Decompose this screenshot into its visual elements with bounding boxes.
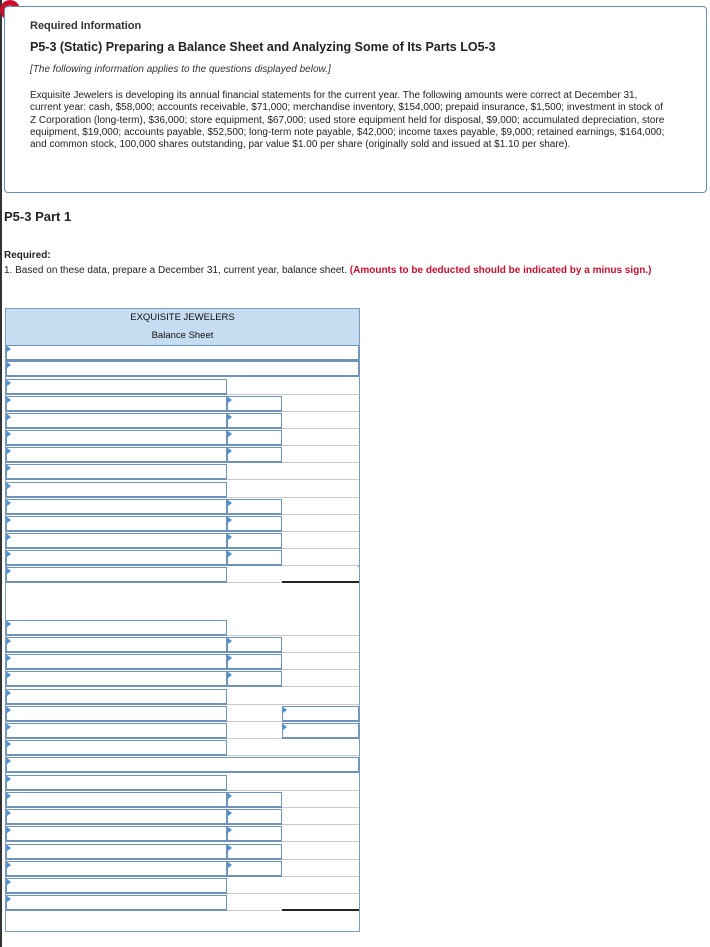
requirement-minus-sign-note: (Amounts to be deducted should be indicated by a minus sign.) <box>349 265 652 276</box>
total-cell <box>282 413 359 429</box>
amount-input[interactable] <box>227 861 282 877</box>
input-marker-icon <box>228 810 232 816</box>
input-marker-icon <box>7 517 11 523</box>
balance-sheet-worksheet <box>5 308 360 932</box>
account-label-input[interactable] <box>6 861 227 877</box>
account-label-input[interactable] <box>6 413 227 429</box>
account-label-input[interactable] <box>6 379 227 395</box>
input-marker-icon <box>7 414 11 420</box>
input-marker-icon <box>228 397 232 403</box>
input-marker-icon <box>7 431 11 437</box>
company-name-header: EXQUISITE JEWELERS <box>6 309 359 328</box>
input-marker-icon <box>7 346 11 352</box>
total-cell <box>282 671 359 687</box>
amount-cell <box>227 464 282 480</box>
total-cell <box>282 689 359 705</box>
input-marker-icon <box>7 655 11 661</box>
amount-input[interactable] <box>227 396 282 412</box>
total-cell <box>282 878 359 894</box>
input-marker-icon <box>7 845 11 851</box>
input-marker-icon <box>7 758 11 764</box>
input-marker-icon <box>7 862 11 868</box>
amount-cell <box>227 706 282 722</box>
total-cell <box>282 396 359 412</box>
amount-input[interactable] <box>227 499 282 515</box>
total-input[interactable] <box>282 723 359 739</box>
problem-title: P5-3 (Static) Preparing a Balance Sheet and Analyzing Some of Its Parts LO5-3 <box>30 40 496 54</box>
account-label-input[interactable] <box>6 499 227 515</box>
total-cell <box>282 430 359 446</box>
account-label-input[interactable] <box>6 654 227 670</box>
account-label-input[interactable] <box>6 792 227 808</box>
input-marker-icon <box>7 362 11 368</box>
grand-total-cell <box>282 567 359 583</box>
total-cell <box>282 620 359 636</box>
input-marker-icon <box>7 690 11 696</box>
account-label-input[interactable] <box>6 482 227 498</box>
statement-date-input[interactable] <box>6 345 359 361</box>
amount-input[interactable] <box>227 826 282 842</box>
account-label-input[interactable] <box>6 637 227 653</box>
input-marker-icon <box>283 707 287 713</box>
input-marker-icon <box>228 534 232 540</box>
input-marker-icon <box>228 500 232 506</box>
input-marker-icon <box>228 414 232 420</box>
amount-input[interactable] <box>227 550 282 566</box>
input-marker-icon <box>7 810 11 816</box>
total-cell <box>282 861 359 877</box>
amount-input[interactable] <box>227 671 282 687</box>
input-marker-icon <box>7 534 11 540</box>
account-label-input[interactable] <box>6 878 227 894</box>
total-cell <box>282 654 359 670</box>
total-cell <box>282 775 359 791</box>
amount-input[interactable] <box>227 533 282 549</box>
amount-cell <box>227 775 282 791</box>
total-cell <box>282 792 359 808</box>
required-label: Required: <box>4 250 51 261</box>
account-label-input[interactable] <box>6 809 227 825</box>
account-label-input[interactable] <box>6 895 227 911</box>
amount-cell <box>227 895 282 911</box>
grand-total-cell <box>282 895 359 911</box>
account-label-input[interactable] <box>6 516 227 532</box>
account-label-input[interactable] <box>6 430 227 446</box>
part-title: P5-3 Part 1 <box>4 209 72 224</box>
input-marker-icon <box>7 638 11 644</box>
account-label-input[interactable] <box>6 550 227 566</box>
input-marker-icon <box>7 568 11 574</box>
input-marker-icon <box>7 741 11 747</box>
amount-cell <box>227 567 282 583</box>
input-marker-icon <box>7 500 11 506</box>
amount-input[interactable] <box>227 637 282 653</box>
requirement-instruction: 1. Based on these data, prepare a December 31, current year, balance sheet. <box>4 265 347 276</box>
input-marker-icon <box>228 551 232 557</box>
total-cell <box>282 499 359 515</box>
statement-title-header: Balance Sheet <box>6 327 359 346</box>
total-cell <box>282 516 359 532</box>
input-marker-icon <box>7 879 11 885</box>
account-label-input[interactable] <box>6 723 227 739</box>
account-label-input[interactable] <box>6 447 227 463</box>
input-marker-icon <box>283 724 287 730</box>
total-cell <box>282 637 359 653</box>
info-heading: Required Information <box>30 20 142 32</box>
amount-cell <box>227 379 282 395</box>
account-label-input[interactable] <box>6 775 227 791</box>
input-marker-icon <box>7 621 11 627</box>
account-label-input[interactable] <box>6 844 227 860</box>
input-marker-icon <box>7 724 11 730</box>
total-cell <box>282 447 359 463</box>
account-label-input[interactable] <box>6 464 227 480</box>
account-label-input[interactable] <box>6 740 227 756</box>
input-marker-icon <box>7 707 11 713</box>
info-note: [The following information applies to the questions displayed below.] <box>30 64 331 75</box>
total-cell <box>282 464 359 480</box>
total-cell <box>282 826 359 842</box>
amount-input[interactable] <box>227 654 282 670</box>
input-marker-icon <box>7 483 11 489</box>
account-label-input[interactable] <box>6 826 227 842</box>
problem-description: Exquisite Jewelers is developing its annual financial statements for the current year. The following amounts were correct at December 31, current year: cash, $58,000; accounts receivable, $71,000; merchandise inventory, $154,000; prepaid insurance, $1,500; investment in stock of Z Corporation (long-term), $36,000; store equipment, $67,000; used store equipment held for disposal, $9,000; accumulated depreciation, store equipment, $19,000; accounts payable, $52,500; long-term note payable, $42,000; income taxes payable, $9,000; retained earnings, $164,000; and common stock, 100,000 shares outstanding, par value $1.00 per share (originally sold and issued at $1.10 per share). <box>30 90 665 151</box>
input-marker-icon <box>7 672 11 678</box>
total-cell <box>282 550 359 566</box>
input-marker-icon <box>7 896 11 902</box>
amount-cell <box>227 482 282 498</box>
account-label-input[interactable] <box>6 533 227 549</box>
input-marker-icon <box>7 776 11 782</box>
account-label-input[interactable] <box>6 567 227 583</box>
account-label-input[interactable] <box>6 671 227 687</box>
input-marker-icon <box>228 517 232 523</box>
input-marker-icon <box>228 638 232 644</box>
account-label-input[interactable] <box>6 396 227 412</box>
amount-input[interactable] <box>227 792 282 808</box>
input-marker-icon <box>228 793 232 799</box>
total-cell <box>282 482 359 498</box>
left-edge-rule <box>0 0 2 947</box>
amount-cell <box>227 740 282 756</box>
total-cell <box>282 740 359 756</box>
input-marker-icon <box>228 672 232 678</box>
account-label-input[interactable] <box>6 620 227 636</box>
input-marker-icon <box>7 465 11 471</box>
total-input[interactable] <box>282 706 359 722</box>
total-cell <box>282 533 359 549</box>
input-marker-icon <box>7 380 11 386</box>
amount-cell <box>227 620 282 636</box>
requirement-text <box>4 264 694 278</box>
total-cell <box>282 379 359 395</box>
input-marker-icon <box>228 827 232 833</box>
amount-cell <box>227 689 282 705</box>
section-heading-input[interactable] <box>6 361 359 377</box>
amount-input[interactable] <box>227 447 282 463</box>
amount-input[interactable] <box>227 844 282 860</box>
input-marker-icon <box>228 655 232 661</box>
input-marker-icon <box>228 862 232 868</box>
section-heading-input[interactable] <box>6 757 359 773</box>
input-marker-icon <box>7 397 11 403</box>
input-marker-icon <box>7 551 11 557</box>
total-cell <box>282 844 359 860</box>
amount-cell <box>227 878 282 894</box>
account-label-input[interactable] <box>6 706 227 722</box>
input-marker-icon <box>7 448 11 454</box>
input-marker-icon <box>7 827 11 833</box>
amount-input[interactable] <box>227 430 282 446</box>
amount-input[interactable] <box>227 809 282 825</box>
input-marker-icon <box>228 448 232 454</box>
amount-input[interactable] <box>227 413 282 429</box>
input-marker-icon <box>228 845 232 851</box>
amount-input[interactable] <box>227 516 282 532</box>
input-marker-icon <box>7 793 11 799</box>
total-cell <box>282 809 359 825</box>
amount-cell <box>227 723 282 739</box>
input-marker-icon <box>228 431 232 437</box>
account-label-input[interactable] <box>6 689 227 705</box>
